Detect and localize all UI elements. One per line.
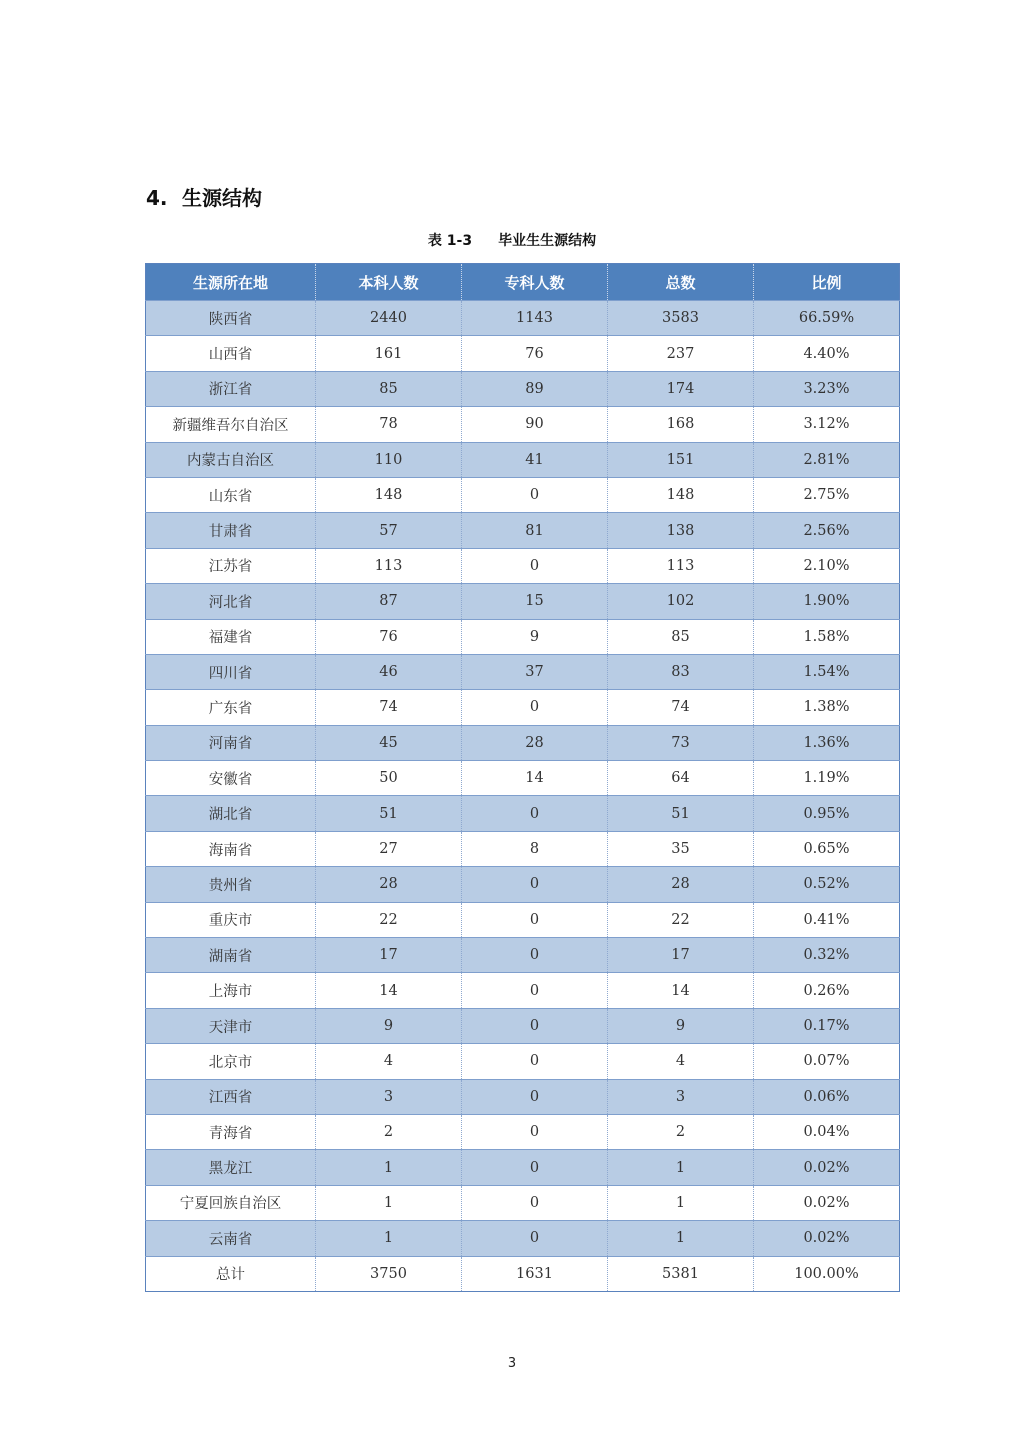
region-cell: 宁夏回族自治区 xyxy=(146,1185,316,1220)
region-cell: 河南省 xyxy=(146,725,316,760)
value-cell: 1.90% xyxy=(754,584,900,619)
value-cell: 46 xyxy=(316,654,462,689)
value-cell: 102 xyxy=(608,584,754,619)
value-cell: 0 xyxy=(462,796,608,831)
value-cell: 1 xyxy=(316,1185,462,1220)
region-cell: 新疆维吾尔自治区 xyxy=(146,407,316,442)
value-cell: 76 xyxy=(316,619,462,654)
value-cell: 14 xyxy=(316,973,462,1008)
value-cell: 0 xyxy=(462,1185,608,1220)
table-row xyxy=(146,371,900,406)
graduate-origin-table xyxy=(145,263,900,1292)
region-cell: 甘肃省 xyxy=(146,513,316,548)
value-cell: 1.38% xyxy=(754,690,900,725)
value-cell: 0.02% xyxy=(754,1185,900,1220)
table-row xyxy=(146,407,900,442)
value-cell: 151 xyxy=(608,442,754,477)
value-cell: 9 xyxy=(462,619,608,654)
value-cell: 74 xyxy=(316,690,462,725)
total-value-cell: 100.00% xyxy=(754,1256,900,1291)
value-cell: 2.10% xyxy=(754,548,900,583)
column-header: 比例 xyxy=(754,264,900,301)
value-cell: 27 xyxy=(316,831,462,866)
value-cell: 37 xyxy=(462,654,608,689)
value-cell: 8 xyxy=(462,831,608,866)
value-cell: 35 xyxy=(608,831,754,866)
value-cell: 0 xyxy=(462,1150,608,1185)
region-cell: 山西省 xyxy=(146,336,316,371)
region-cell: 江苏省 xyxy=(146,548,316,583)
region-cell: 云南省 xyxy=(146,1221,316,1256)
table-row xyxy=(146,831,900,866)
total-row xyxy=(146,1256,900,1291)
value-cell: 0.41% xyxy=(754,902,900,937)
value-cell: 0.04% xyxy=(754,1114,900,1149)
value-cell: 81 xyxy=(462,513,608,548)
region-cell: 上海市 xyxy=(146,973,316,1008)
value-cell: 74 xyxy=(608,690,754,725)
value-cell: 22 xyxy=(608,902,754,937)
value-cell: 17 xyxy=(316,938,462,973)
value-cell: 113 xyxy=(316,548,462,583)
value-cell: 0 xyxy=(462,973,608,1008)
table-row xyxy=(146,973,900,1008)
value-cell: 2.75% xyxy=(754,477,900,512)
total-value-cell: 3750 xyxy=(316,1256,462,1291)
value-cell: 9 xyxy=(316,1008,462,1043)
value-cell: 14 xyxy=(608,973,754,1008)
value-cell: 28 xyxy=(608,867,754,902)
table-body xyxy=(146,301,900,1292)
table-row xyxy=(146,584,900,619)
region-cell: 陕西省 xyxy=(146,301,316,336)
value-cell: 4 xyxy=(316,1044,462,1079)
value-cell: 3 xyxy=(316,1079,462,1114)
column-header: 专科人数 xyxy=(462,264,608,301)
table-row xyxy=(146,761,900,796)
region-cell: 重庆市 xyxy=(146,902,316,937)
value-cell: 0.17% xyxy=(754,1008,900,1043)
region-cell: 四川省 xyxy=(146,654,316,689)
table-row xyxy=(146,796,900,831)
value-cell: 0 xyxy=(462,1221,608,1256)
value-cell: 78 xyxy=(316,407,462,442)
value-cell: 0.26% xyxy=(754,973,900,1008)
region-cell: 广东省 xyxy=(146,690,316,725)
value-cell: 3.23% xyxy=(754,371,900,406)
table-row xyxy=(146,1114,900,1149)
table-caption-title: 毕业生生源结构 xyxy=(498,233,597,249)
value-cell: 1.19% xyxy=(754,761,900,796)
value-cell: 138 xyxy=(608,513,754,548)
value-cell: 73 xyxy=(608,725,754,760)
table-row xyxy=(146,477,900,512)
value-cell: 41 xyxy=(462,442,608,477)
value-cell: 0.95% xyxy=(754,796,900,831)
region-cell: 贵州省 xyxy=(146,867,316,902)
value-cell: 50 xyxy=(316,761,462,796)
table-row xyxy=(146,1008,900,1043)
value-cell: 2440 xyxy=(316,301,462,336)
value-cell: 2.81% xyxy=(754,442,900,477)
value-cell: 15 xyxy=(462,584,608,619)
table-row xyxy=(146,938,900,973)
value-cell: 0.02% xyxy=(754,1221,900,1256)
value-cell: 2 xyxy=(608,1114,754,1149)
value-cell: 2.56% xyxy=(754,513,900,548)
value-cell: 0 xyxy=(462,938,608,973)
value-cell: 28 xyxy=(462,725,608,760)
value-cell: 17 xyxy=(608,938,754,973)
total-value-cell: 1631 xyxy=(462,1256,608,1291)
value-cell: 3583 xyxy=(608,301,754,336)
value-cell: 0.06% xyxy=(754,1079,900,1114)
region-cell: 黑龙江 xyxy=(146,1150,316,1185)
value-cell: 0 xyxy=(462,902,608,937)
value-cell: 0 xyxy=(462,1114,608,1149)
value-cell: 57 xyxy=(316,513,462,548)
value-cell: 90 xyxy=(462,407,608,442)
table-row xyxy=(146,336,900,371)
value-cell: 0 xyxy=(462,690,608,725)
value-cell: 1.54% xyxy=(754,654,900,689)
region-cell: 海南省 xyxy=(146,831,316,866)
value-cell: 0.52% xyxy=(754,867,900,902)
region-cell: 北京市 xyxy=(146,1044,316,1079)
value-cell: 161 xyxy=(316,336,462,371)
table-row xyxy=(146,1221,900,1256)
value-cell: 1 xyxy=(316,1150,462,1185)
value-cell: 2 xyxy=(316,1114,462,1149)
value-cell: 174 xyxy=(608,371,754,406)
table-row xyxy=(146,867,900,902)
value-cell: 14 xyxy=(462,761,608,796)
value-cell: 0 xyxy=(462,867,608,902)
value-cell: 28 xyxy=(316,867,462,902)
value-cell: 168 xyxy=(608,407,754,442)
value-cell: 0 xyxy=(462,1008,608,1043)
table-row xyxy=(146,619,900,654)
table-row xyxy=(146,690,900,725)
value-cell: 3 xyxy=(608,1079,754,1114)
value-cell: 87 xyxy=(316,584,462,619)
value-cell: 0.02% xyxy=(754,1150,900,1185)
value-cell: 64 xyxy=(608,761,754,796)
value-cell: 1 xyxy=(608,1150,754,1185)
table-header-row xyxy=(146,264,900,301)
value-cell: 0.32% xyxy=(754,938,900,973)
region-cell: 天津市 xyxy=(146,1008,316,1043)
value-cell: 113 xyxy=(608,548,754,583)
section-number: 4. xyxy=(146,186,168,210)
table-row xyxy=(146,513,900,548)
total-value-cell: 5381 xyxy=(608,1256,754,1291)
value-cell: 4 xyxy=(608,1044,754,1079)
section-title: 生源结构 xyxy=(182,186,262,210)
value-cell: 0 xyxy=(462,1079,608,1114)
value-cell: 148 xyxy=(316,477,462,512)
table-row xyxy=(146,725,900,760)
value-cell: 148 xyxy=(608,477,754,512)
value-cell: 1 xyxy=(608,1185,754,1220)
value-cell: 51 xyxy=(316,796,462,831)
table-row xyxy=(146,654,900,689)
table-row xyxy=(146,902,900,937)
region-cell: 湖南省 xyxy=(146,938,316,973)
value-cell: 66.59% xyxy=(754,301,900,336)
value-cell: 0 xyxy=(462,1044,608,1079)
region-cell: 浙江省 xyxy=(146,371,316,406)
table-row xyxy=(146,548,900,583)
total-label-cell: 总计 xyxy=(146,1256,316,1291)
section-heading xyxy=(146,182,262,211)
column-header: 生源所在地 xyxy=(146,264,316,301)
value-cell: 85 xyxy=(316,371,462,406)
value-cell: 0 xyxy=(462,548,608,583)
region-cell: 河北省 xyxy=(146,584,316,619)
table-row xyxy=(146,301,900,336)
value-cell: 0 xyxy=(462,477,608,512)
value-cell: 110 xyxy=(316,442,462,477)
column-header: 本科人数 xyxy=(316,264,462,301)
table-row xyxy=(146,1044,900,1079)
value-cell: 0.65% xyxy=(754,831,900,866)
table-row xyxy=(146,1079,900,1114)
value-cell: 51 xyxy=(608,796,754,831)
region-cell: 青海省 xyxy=(146,1114,316,1149)
value-cell: 85 xyxy=(608,619,754,654)
value-cell: 83 xyxy=(608,654,754,689)
value-cell: 3.12% xyxy=(754,407,900,442)
region-cell: 江西省 xyxy=(146,1079,316,1114)
region-cell: 湖北省 xyxy=(146,796,316,831)
page-number: 3 xyxy=(507,1356,517,1371)
region-cell: 山东省 xyxy=(146,477,316,512)
region-cell: 安徽省 xyxy=(146,761,316,796)
value-cell: 0.07% xyxy=(754,1044,900,1079)
table-row xyxy=(146,442,900,477)
table-caption-label: 表 1-3 xyxy=(427,233,473,249)
table-row xyxy=(146,1185,900,1220)
value-cell: 1.36% xyxy=(754,725,900,760)
column-header: 总数 xyxy=(608,264,754,301)
table-row xyxy=(146,1150,900,1185)
value-cell: 1143 xyxy=(462,301,608,336)
value-cell: 4.40% xyxy=(754,336,900,371)
value-cell: 45 xyxy=(316,725,462,760)
table-caption xyxy=(0,230,1024,250)
value-cell: 1 xyxy=(608,1221,754,1256)
value-cell: 9 xyxy=(608,1008,754,1043)
value-cell: 89 xyxy=(462,371,608,406)
region-cell: 福建省 xyxy=(146,619,316,654)
value-cell: 1 xyxy=(316,1221,462,1256)
value-cell: 76 xyxy=(462,336,608,371)
region-cell: 内蒙古自治区 xyxy=(146,442,316,477)
value-cell: 22 xyxy=(316,902,462,937)
value-cell: 1.58% xyxy=(754,619,900,654)
value-cell: 237 xyxy=(608,336,754,371)
